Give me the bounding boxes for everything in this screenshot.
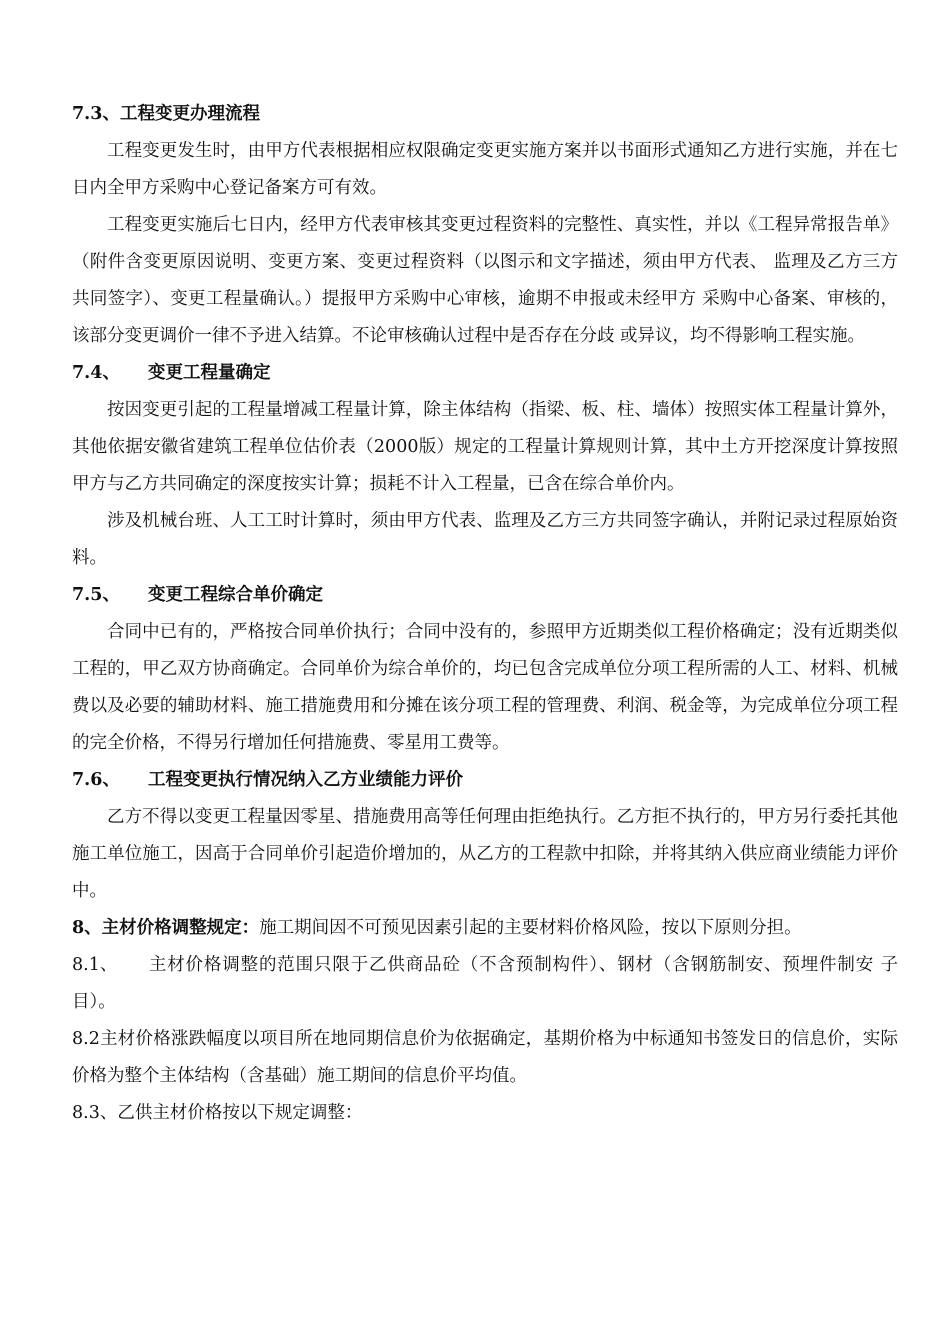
heading-8-text: 施工期间因不可预见因素引起的主要材料价格风险，按以下原则分担。 (259, 918, 802, 938)
heading-number: 7.5、 (72, 585, 120, 605)
heading-title: 变更工程量确定 (148, 363, 271, 383)
item-8-1 (72, 947, 898, 1021)
item-8-2: 8.2主材价格涨跌幅度以项目所在地同期信息价为依据确定，基期价格为中标通知书签发日的信息价，实际价格为整个主体结构（含基础）施工期间的信息价平均值。 (72, 1029, 898, 1086)
heading-number: 7.3、 (72, 104, 120, 124)
heading-title: 工程变更执行情况纳入乙方业绩能力评价 (148, 770, 463, 790)
heading-7-5 (72, 577, 898, 614)
heading-number: 7.4、 (72, 363, 120, 383)
heading-8 (72, 910, 898, 947)
heading-7-4 (72, 355, 898, 392)
heading-number: 7.6、 (72, 770, 120, 790)
paragraph: 乙方不得以变更工程量因零星、措施费用高等任何理由拒绝执行。乙方拒不执行的，甲方另行委托其他施工单位施工，因高于合同单价引起造价增加的，从乙方的工程款中扣除，并将其纳入供应商业绩能力评价中。 (72, 807, 898, 901)
item-8-3: 8.3、乙供主材价格按以下规定调整： (72, 1103, 363, 1123)
item-number: 8.1、 (72, 955, 118, 975)
paragraph: 工程变更发生时，由甲方代表根据相应权限确定变更实施方案并以书面形式通知乙方进行实施，并在七日内全甲方采购中心登记备案方可有效。 (72, 141, 898, 198)
document-page (72, 96, 898, 1132)
paragraph: 工程变更实施后七日内，经甲方代表审核其变更过程资料的完整性、真实性，并以《工程异常报告单》（附件含变更原因说明、变更方案、变更过程资料（以图示和文字描述，须由甲方代表、 监理及乙方三方共同签字）、变更工程量确认。）提报甲方采购中心审核，逾期不申报或未经甲方 采购中心备案、审核的，该部分变更调价一律不予进入结算。不论审核确认过程中是否存在分歧 或异议，均不得影响工程实施。 (72, 215, 898, 346)
heading-title: 工程变更办理流程 (119, 104, 260, 124)
item-text: 主材价格调整的范围只限于乙供商品砼（不含预制构件）、钢材（含钢筋制安、预埋件制安 子目）。 (72, 955, 898, 1012)
paragraph: 按因变更引起的工程量增减工程量计算，除主体结构（指梁、板、柱、墙体）按照实体工程量计算外，其他依据安徽省建筑工程单位估价表（2000版）规定的工程量计算规则计算，其中土方开挖深度计算按照甲方与乙方共同确定的深度按实计算；损耗不计入工程量，已含在综合单价内。 (72, 400, 898, 494)
heading-7-3 (72, 96, 898, 133)
paragraph: 合同中已有的，严格按合同单价执行；合同中没有的，参照甲方近期类似工程价格确定；没有近期类似工程的，甲乙双方协商确定。合同单价为综合单价的，均已包含完成单位分项工程所需的人工、材料、机械费以及必要的辅助材料、施工措施费用和分摊在该分项工程的管理费、利润、税金等，为完成单位分项工程的完全价格，不得另行增加任何措施费、零星用工费等。 (72, 622, 898, 753)
paragraph: 涉及机械台班、人工工时计算时，须由甲方代表、监理及乙方三方共同签字确认，并附记录过程原始资料。 (72, 511, 898, 568)
heading-8-lead: 8、主材价格调整规定： (72, 918, 260, 938)
heading-7-6 (72, 762, 898, 799)
heading-title: 变更工程综合单价确定 (148, 585, 323, 605)
